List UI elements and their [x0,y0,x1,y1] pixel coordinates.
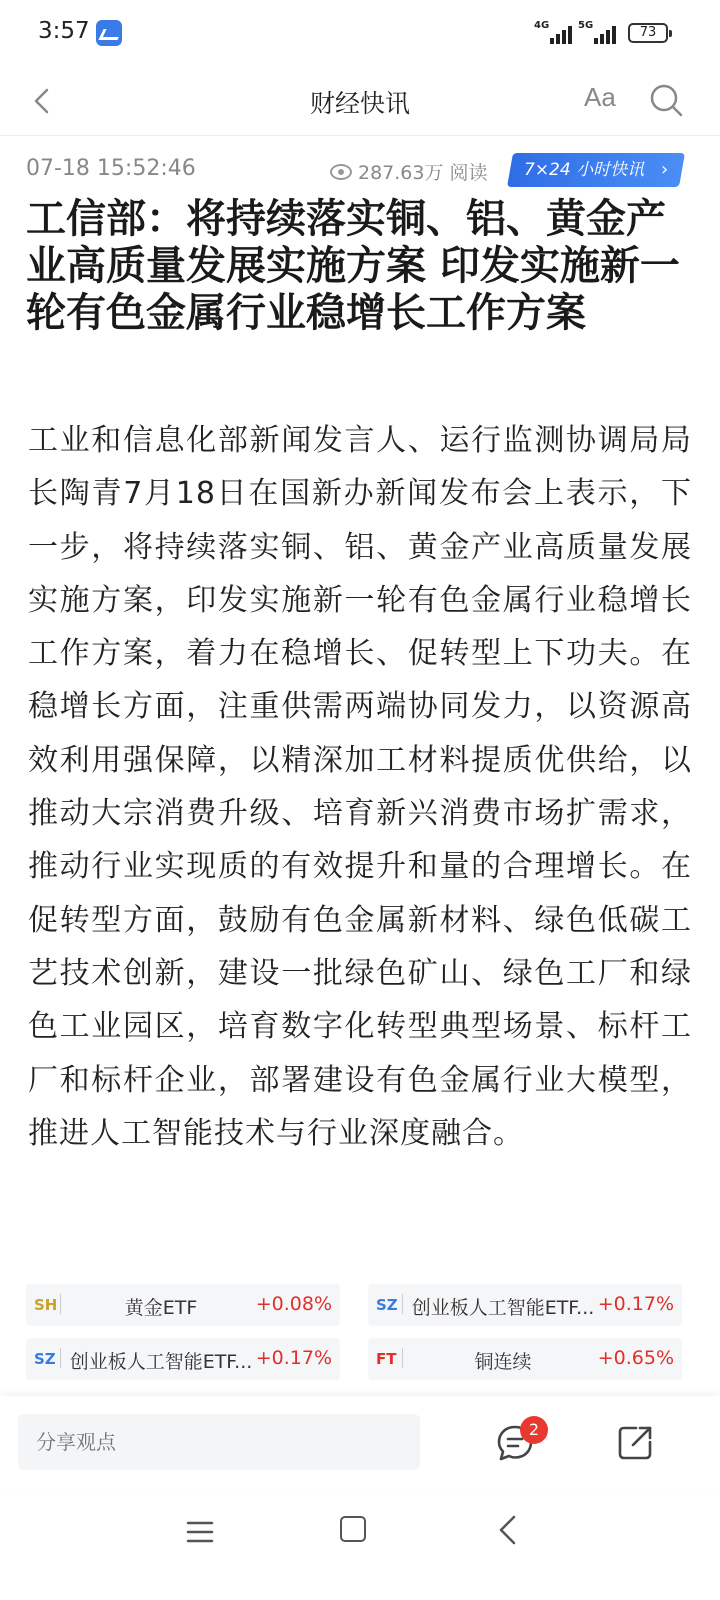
read-count [330,158,488,185]
comment-input[interactable] [18,1414,420,1470]
comment-count-badge: 2 [520,1416,548,1444]
signal-4g-label: 4G [534,20,550,31]
ticker-change: +0.65% [597,1347,674,1369]
font-size-button[interactable]: Aa [584,82,616,112]
ticker-name: 铜连续 [474,1351,532,1373]
ticker-item[interactable] [368,1284,682,1326]
share-icon[interactable] [616,1424,654,1462]
system-navigation-bar [0,1500,720,1600]
status-bar [0,0,720,66]
app-notification-icon [96,20,122,46]
eye-icon [330,164,352,180]
live-news-badge[interactable] [507,153,685,187]
divider [60,1294,61,1314]
badge-label: 7×24 小时快讯 [524,160,645,180]
page-title: 财经快讯 [309,89,410,118]
article-headline: 工信部：将持续落实铜、铝、黄金产业高质量发展实施方案 印发实施新一轮有色金属行业稳增长工作方案 [26,196,680,336]
ticker-item[interactable] [26,1338,340,1380]
article-meta [0,150,720,190]
ticker-change: +0.17% [255,1347,332,1369]
nav-back-icon[interactable] [496,1514,520,1546]
menu-icon[interactable] [186,1518,214,1546]
home-icon[interactable] [340,1516,366,1542]
article-body: 工业和信息化部新闻发言人、运行监测协调局局长陶青7月18日在国新办新闻发布会上表示，下一步，将持续落实铜、铝、黄金产业高质量发展实施方案，印发实施新一轮有色金属行业稳增长工作方案，着力在稳增长、促转型上下功夫。在稳增长方面，注重供需两端协同发力，以资源高效利用强保障，以精深加工材料提质优供给，以推动大宗消费升级、培育新兴消费市场扩需求，推动行业实现质的有效提升和量的合理增长。在促转型方面，鼓励有色金属新材料、绿色低碳工艺技术创新，建设一批绿色矿山、绿色工厂和绿色工业园区，培育数字化转型典型场景、标杆工厂和标杆企业，部署建设有色金属行业大模型，推进人工智能技术与行业深度融合。 [28,423,692,1151]
battery-icon [628,23,668,43]
signal-4g-icon [534,22,574,44]
exchange-label: SH [34,1296,58,1314]
exchange-label: SZ [376,1296,398,1314]
signal-5g-label: 5G [578,20,594,31]
divider [402,1348,403,1368]
exchange-label: FT [376,1350,397,1368]
ticker-name: 创业板人工智能ETF... [69,1351,253,1373]
ticker-item[interactable] [368,1338,682,1380]
ticker-name: 黄金ETF [124,1297,198,1319]
status-time: 3:57 [38,18,90,44]
ticker-change: +0.08% [255,1293,332,1315]
chevron-right-icon: › [660,159,668,180]
read-count-label: 287.63万 阅读 [358,162,488,184]
divider [402,1294,403,1314]
ticker-change: +0.17% [597,1293,674,1315]
divider [60,1348,61,1368]
exchange-label: SZ [34,1350,56,1368]
search-icon[interactable] [648,82,684,118]
publish-time: 07-18 15:52:46 [26,156,196,181]
ticker-item[interactable] [26,1284,340,1326]
battery-level: 73 [639,25,657,40]
comment-bar [0,1396,720,1492]
app-header [0,66,720,136]
ticker-name: 创业板人工智能ETF... [411,1297,595,1319]
signal-5g-icon [578,22,620,44]
